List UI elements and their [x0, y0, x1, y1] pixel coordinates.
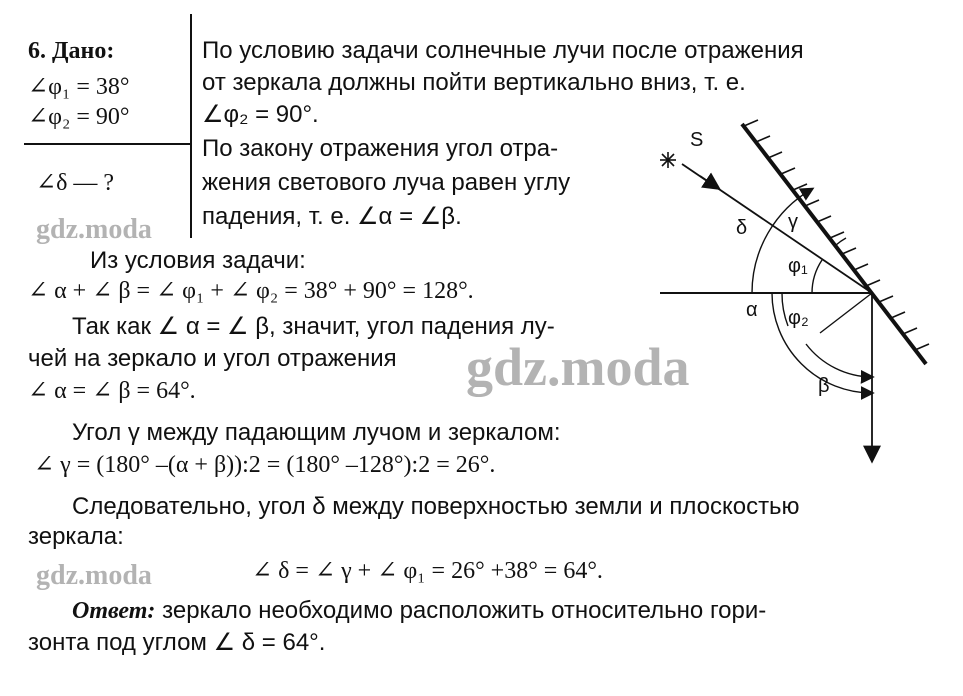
solution-line-4: чей на зеркало и угол отражения [28, 345, 397, 372]
solution-line-5: ∠ α = ∠ β = 64°. [28, 378, 196, 404]
solution-line-10: ∠ δ = ∠ γ + ∠ φ₁ = 26° +38° = 64°. [252, 558, 603, 584]
problem-number: 6. Дано: [28, 38, 115, 64]
mirror-hatching [744, 120, 929, 350]
find-value: ∠δ — ? [36, 170, 115, 196]
arc-beta [806, 344, 872, 377]
answer-text-1: зеркало необходимо расположить относительно гори- [162, 597, 767, 624]
answer-label: Ответ: [72, 598, 156, 624]
explanation-line-6: падения, т. е. ∠α = ∠β. [202, 203, 462, 230]
explanation-line-4: По закону отражения угол отра- [202, 135, 559, 162]
explanation-line-3: ∠φ₂ = 90°. [202, 101, 319, 128]
watermark-3: gdz.moda [36, 560, 152, 591]
solution-line-7: ∠ γ = (180° –(α + β)):2 = (180° –128°):2 = 26°. [34, 452, 496, 478]
label-gamma: γ [788, 211, 798, 233]
reflection-diagram [660, 110, 960, 480]
label-phi1: φ₁ [788, 255, 808, 277]
given-divider [24, 143, 190, 145]
solution-line-6: Угол γ между падающим лучом и зеркалом: [72, 419, 561, 446]
watermark-1: gdz.moda [36, 214, 152, 245]
label-phi2: φ₂ [788, 307, 809, 329]
explanation-line-5: жения светового луча равен углу [202, 169, 571, 196]
explanation-line-2: от зеркала должны пойти вертикально вниз, т. е. [202, 69, 746, 96]
given-phi1: ∠φ₁ = 38° [28, 74, 130, 100]
solution-line-3: Так как ∠ α = ∠ β, значит, угол падения лу- [72, 313, 555, 340]
solution-line-8: Следовательно, угол δ между поверхностью земли и плоскостью [72, 493, 800, 520]
arc-phi1 [812, 260, 822, 293]
label-beta: β [818, 375, 830, 397]
solution-line-2: ∠ α + ∠ β = ∠ φ₁ + ∠ φ₂ = 38° + 90° = 128°. [28, 278, 474, 304]
solution-line-9: зеркала: [28, 523, 124, 550]
watermark-2: gdz.moda [466, 337, 690, 397]
label-source: S [690, 129, 704, 151]
normal-line [820, 293, 872, 333]
given-phi2: ∠φ₂ = 90° [28, 104, 130, 130]
arc-gamma [836, 238, 846, 245]
solution-line-1: Из условия задачи: [90, 247, 306, 274]
label-alpha: α [746, 299, 758, 321]
sun-icon [660, 152, 676, 168]
mirror-line [742, 124, 926, 364]
answer-line-2: зонта под углом ∠ δ = 64°. [28, 629, 326, 656]
given-separator [190, 14, 192, 238]
label-delta: δ [736, 217, 748, 239]
explanation-line-1: По условию задачи солнечные лучи после отражения [202, 37, 804, 64]
answer-line-1 [72, 596, 766, 626]
incident-arrow [700, 176, 718, 188]
